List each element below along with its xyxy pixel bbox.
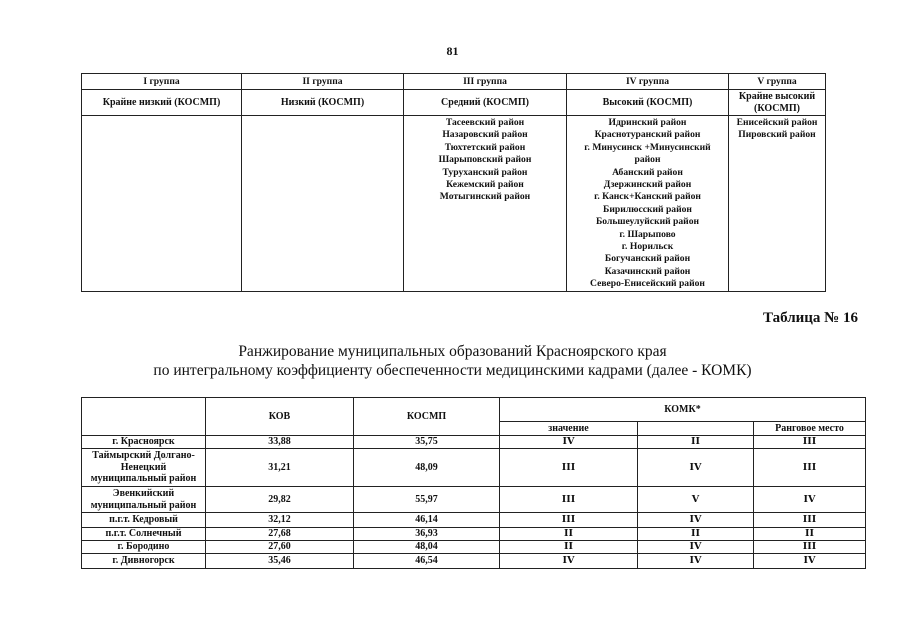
rank-place: IV [754, 554, 866, 569]
municipality-name: п.г.т. Кедровый [82, 513, 206, 528]
group-header-row [82, 74, 826, 90]
kov-value: 31,21 [206, 449, 354, 487]
district-list-item: г. Шарыпово [619, 228, 676, 240]
table-caption-line2: по интегральному коэффициенту обеспеченности медицинскими кадрами (далее - КОМК) [153, 362, 752, 379]
kov-value: 29,82 [206, 487, 354, 513]
ranking-row [82, 487, 866, 513]
district-list-item: Шарыповский район [438, 154, 532, 166]
kosmp-header: КОСМП [354, 398, 500, 436]
district-list-item: г. Минусинск +Минусинский [584, 141, 711, 153]
rank-place: III [754, 436, 866, 449]
ranking-row [82, 554, 866, 569]
group4-cell [567, 116, 729, 292]
group-table [81, 73, 826, 292]
municipality-name: п.г.т. Солнечный [82, 528, 206, 541]
municipality-name: Таймырский Долгано-Ненецкий муниципальный район [82, 449, 206, 487]
group2-cell [242, 116, 404, 292]
level-header: Крайне низкий (КОСМП) [82, 90, 242, 116]
rank-place: III [754, 513, 866, 528]
district-list-item: Тасеевский район [445, 117, 525, 128]
ranking-body [82, 436, 866, 569]
rank-place: III [754, 541, 866, 554]
district-list-item: Мотыгинский район [439, 191, 531, 203]
komk-value: IV [500, 436, 638, 449]
rank-place: III [754, 449, 866, 487]
kosmp-value: 46,14 [354, 513, 500, 528]
level-header: Высокий (КОСМП) [567, 90, 729, 116]
komk-header: КОМК* [500, 398, 866, 422]
group-header: III группа [404, 74, 567, 90]
komk-level: IV [638, 554, 754, 569]
ranking-table [81, 397, 866, 569]
level-header: Средний (КОСМП) [404, 90, 567, 116]
rank-header: Ранговое место [754, 422, 866, 436]
district-list-item: Абанский район [612, 166, 683, 178]
komk-value: IV [500, 554, 638, 569]
komk-level: IV [638, 541, 754, 554]
table-caption-line1: Ранжирование муниципальных образований Красноярского края [238, 343, 667, 360]
komk-value: III [500, 513, 638, 528]
kosmp-value: 48,04 [354, 541, 500, 554]
group-body-row [82, 116, 826, 292]
komk-level: IV [638, 449, 754, 487]
page-number: 81 [446, 44, 459, 58]
group-header: V группа [729, 74, 826, 90]
group1-cell [82, 116, 242, 292]
blank-header [638, 422, 754, 436]
ranking-row [82, 436, 866, 449]
district-list-item: Туруханский район [442, 166, 528, 178]
district-list-item: Пировский район [738, 129, 816, 141]
district-list-item: Идринский район [608, 117, 687, 128]
municipality-name: Эвенкийский муниципальный район [82, 487, 206, 513]
komk-level: II [638, 528, 754, 541]
kov-value: 33,88 [206, 436, 354, 449]
district-list-item: Большеулуйский район [595, 216, 700, 228]
level-header-row [82, 90, 826, 116]
komk-level: II [638, 436, 754, 449]
district-list-item: Тюхтетский район [444, 141, 526, 153]
municipality-name: г. Красноярск [82, 436, 206, 449]
group-header: IV группа [567, 74, 729, 90]
district-list-item: Краснотуранский район [594, 129, 701, 141]
komk-value: II [500, 541, 638, 554]
kosmp-value: 55,97 [354, 487, 500, 513]
kov-value: 27,60 [206, 541, 354, 554]
ranking-row [82, 541, 866, 554]
kov-header: КОВ [206, 398, 354, 436]
kosmp-value: 35,75 [354, 436, 500, 449]
komk-level: IV [638, 513, 754, 528]
district-list-item: г. Канск+Канский район [594, 191, 701, 203]
empty-header-cell [82, 398, 206, 436]
kosmp-value: 48,09 [354, 449, 500, 487]
group5-cell [729, 116, 826, 292]
district-list-item: Назаровский район [442, 129, 528, 141]
district-list-item: район [634, 154, 661, 166]
district-list-item: Северо-Енисейский район [590, 278, 705, 290]
kov-value: 35,46 [206, 554, 354, 569]
ranking-row [82, 449, 866, 487]
level-header: Низкий (КОСМП) [242, 90, 404, 116]
group-header: II группа [242, 74, 404, 90]
kov-value: 27,68 [206, 528, 354, 541]
district-list-item: Богучанский район [604, 253, 691, 265]
level-header: Крайне высокий (КОСМП) [729, 90, 826, 116]
district-list-item: Кежемский район [446, 179, 524, 191]
district-list-item: Енисейский район [736, 117, 818, 128]
district-list-item: Дзержинский район [603, 179, 692, 191]
rank-place: IV [754, 487, 866, 513]
komk-value: III [500, 487, 638, 513]
group3-cell [404, 116, 567, 292]
table-label: Таблица № 16 [762, 310, 858, 326]
municipality-name: г. Дивногорск [82, 554, 206, 569]
value-header: значение [500, 422, 638, 436]
komk-value: III [500, 449, 638, 487]
ranking-row [82, 528, 866, 541]
district-list-item: Бирилюсский район [603, 203, 692, 215]
municipality-name: г. Бородино [82, 541, 206, 554]
kosmp-value: 36,93 [354, 528, 500, 541]
group-header: I группа [82, 74, 242, 90]
kosmp-value: 46,54 [354, 554, 500, 569]
kov-value: 32,12 [206, 513, 354, 528]
ranking-header-row [82, 398, 866, 422]
rank-place: II [754, 528, 866, 541]
district-list-item: г. Норильск [621, 241, 674, 253]
ranking-row [82, 513, 866, 528]
komk-value: II [500, 528, 638, 541]
komk-level: V [638, 487, 754, 513]
district-list-item: Казачинский район [604, 265, 691, 277]
